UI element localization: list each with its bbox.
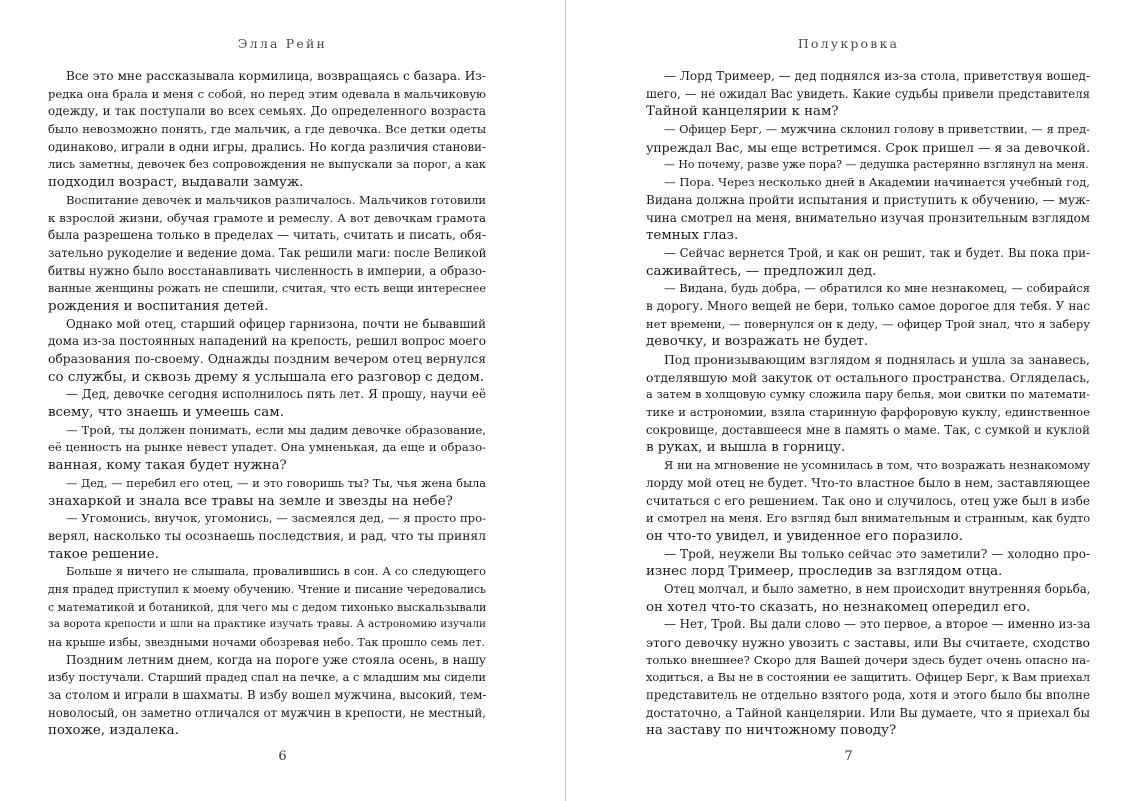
text-line: отделявшую мой закуток от остального пространства. Огляделась, xyxy=(646,369,1090,385)
text-line: Под пронизывающим взглядом я поднялась и ушла за занавесь, xyxy=(664,352,1090,367)
text-line: Поздним летним днем, когда на пороге уже стояла осень, в нашу xyxy=(66,652,486,667)
text-line: знахаркой и знала все травы на земле и звезды на небе? xyxy=(48,493,453,509)
text-line: а затем в холщовую сумку сложила пару белья, мои свитки по математи- xyxy=(646,388,1090,402)
text-line: — Но почему, разве уже пора? — дедушка растерянно взглянул на меня. xyxy=(664,158,1089,172)
text-line: Видана должна пройти испытания и приступить к обучению, — муж- xyxy=(646,192,1090,207)
text-line: — Дед, девочке сегодня исполнилось пять лет. Я прошу, научи её xyxy=(66,387,486,402)
text-line: редка она брала и меня с собой, но перед этим одевала в мальчиковую xyxy=(48,86,486,101)
text-line: — Нет, Трой. Вы дали слово — это первое, а второе — именно из-за xyxy=(664,617,1090,632)
text-line: рождения и воспитания детей. xyxy=(48,298,269,314)
text-line: всему, что знаешь и умеешь сам. xyxy=(48,405,284,421)
text-line: битвы нужно было восстанавливать численность в империи, а образо- xyxy=(48,263,486,278)
text-line: чина смотрел на меня, внимательно изучая пронзительным взглядом xyxy=(646,210,1090,225)
text-line: — Трой, ты должен понимать, если мы дадим девочке образование, xyxy=(66,422,486,437)
text-line: Воспитание девочек и мальчиков различалось. Мальчиков готовили xyxy=(66,192,486,207)
text-line: темных глаз. xyxy=(646,228,739,244)
text-line: — Угомонись, внучок, угомонись, — засмеялся дед, — я просто про- xyxy=(66,511,486,526)
text-line: зательно рукоделие и ведение дома. Так решили маги: после Великой xyxy=(48,245,486,260)
text-line: он что-то увидел, и увиденное его поразило. xyxy=(646,528,963,544)
text-line: ванные женщины рожать не спешили, считая, что есть вещи интереснее xyxy=(48,282,486,296)
text-line: избу постучали. Старший прадед спал на печке, а с младшим мы сидели xyxy=(48,671,486,685)
text-line: считаться с его решением. Так оно и случилось, отец уже был в избе xyxy=(646,493,1090,508)
text-line: лорду мой отец не будет. Что-то властное было в нем, заставляющее xyxy=(646,475,1090,490)
text-line: ходиться, а Вы не в состоянии ее защитить. Офицер Берг, к Вам приехал xyxy=(646,670,1090,685)
text-line: представитель не отдельно взятого рода, хотя и этого было бы вполне xyxy=(646,688,1090,703)
text-line: была разрешена только в пределах — читать, считать и писать, обя- xyxy=(48,228,486,243)
text-line: только внешнее? Скоро для Вашей дочери здесь будет очень опасно на- xyxy=(646,652,1090,667)
running-head-author: Элла Рейн xyxy=(237,36,328,51)
text-line: дня прадед приступил к моему обучению. Чтение и писание чередовались xyxy=(48,582,486,596)
text-line: её ценность на рынке невест упадет. Она умненькая, да еще и образо- xyxy=(48,440,486,455)
text-line: достаточно, а Тайной канцелярии. Или Вы думаете, что я приехал бы xyxy=(646,705,1090,720)
text-line: в руках, и вышла в горницу. xyxy=(646,440,846,456)
text-line: он хотел что-то сказать, но незнакомец опередил его. xyxy=(646,599,1031,615)
page-number: 7 xyxy=(844,749,853,764)
text-line: на крыше избы, звездными ночами обозревая небо. Так прошло семь лет. xyxy=(48,636,485,649)
text-line: Однако мой отец, старший офицер гарнизона, почти не бывавший xyxy=(66,316,486,331)
text-line: верял, насколько ты осознаешь последствия, и рад, что ты принял xyxy=(48,528,486,543)
text-line: было невозможно понять, где мальчик, а где девочка. Все детки одеты xyxy=(48,122,486,137)
text-line: образования по-своему. Однажды поздним вечером отец вернулся xyxy=(48,352,486,366)
text-line: Отец молчал, и было заметно, в нем происходит внутренняя борьба, xyxy=(664,581,1090,596)
text-line: шего, — не ожидал Вас увидеть. Какие судьбы привели представителя xyxy=(646,86,1090,101)
text-line: — Дед, — перебил его отец, — и это говоришь ты? Ты, чья жена была xyxy=(66,476,486,490)
text-line: Все это мне рассказывала кормилица, возвращаясь с базара. Из- xyxy=(66,69,486,83)
text-line: девочку, и возражать не будет. xyxy=(646,334,869,350)
text-line: этого девочку нужно увозить с заставы, или Вы считаете, сходство xyxy=(646,635,1090,650)
text-line: Больше я ничего не слышала, провалившись в сон. А со следующего xyxy=(66,564,486,579)
text-line: с математикой и ботаникой, для чего мы с дедом тихонько выскальзывали xyxy=(48,600,486,614)
text-line: новолосый, он заметно отличался от мужчин в крепости, не местный, xyxy=(48,705,486,720)
text-line: и смотрел на меня. Его взгляд был внимательным и странным, как будто xyxy=(646,512,1090,526)
text-line: похоже, издалека. xyxy=(48,723,179,739)
text-line: — Офицер Берг, — мужчина склонил голову в приветствии, — я пред- xyxy=(664,122,1090,137)
text-line: — Трой, неужели Вы только сейчас это заметили? — холодно про- xyxy=(664,546,1090,561)
text-line: лись заметны, девочек без сопровождения не выпускали за порог, а как xyxy=(48,158,486,172)
text-line: — Сейчас вернется Трой, и как он решит, так и будет. Вы пока при- xyxy=(664,245,1090,260)
text-line: к взрослой жизни, обучая грамоте и ремеслу. А вот девочкам грамота xyxy=(48,210,486,225)
text-line: одежду, и так поступали во всех семьях. До определенного возраста xyxy=(48,104,486,119)
left-page-text xyxy=(48,68,486,740)
right-page xyxy=(566,0,1131,801)
text-line: за ворота крепости и шли на практике изучать травы. А астрономию изучали xyxy=(48,618,486,631)
running-head-title: Полукровка xyxy=(797,36,900,51)
text-line: Тайной канцелярии к нам? xyxy=(646,104,839,120)
text-line: упреждал Вас, мы еще встретимся. Срок пришел — я за девочкой. xyxy=(646,139,1090,155)
text-line: в дорогу. Много вещей не бери, только самое дорогое для тебя. У нас xyxy=(646,298,1090,313)
text-line: — Пора. Через несколько дней в Академии начинается учебный год, xyxy=(664,175,1090,190)
left-page xyxy=(0,0,565,801)
text-line: подходил возраст, выдавали замуж. xyxy=(48,175,304,191)
text-line: — Лорд Тримеер, — дед поднялся из-за стола, приветствуя вошед- xyxy=(664,69,1090,83)
text-line: ванная, кому такая будет нужна? xyxy=(48,458,287,474)
page-number: 6 xyxy=(278,749,287,764)
text-line: на заставу по ничтожному поводу? xyxy=(646,723,897,739)
text-line: одинаково, играли в одни игры, дрались. Но когда различия станови- xyxy=(48,139,486,154)
text-line: саживайтесь, — предложил дед. xyxy=(646,263,877,279)
text-line: тике и астрономии, взяла старинную фарфоровую куклу, единственное xyxy=(646,405,1090,420)
text-line: изнес лорд Тримеер, проследив за взглядом отца. xyxy=(646,564,1003,580)
right-page-text xyxy=(646,68,1090,740)
text-line: сокровище, доставшееся мне в память о маме. Так, с сумкой и куклой xyxy=(646,422,1090,437)
text-line: — Видана, будь добра, — обратился ко мне незнакомец, — собирайся xyxy=(664,281,1090,296)
text-line: со службы, и сквозь дрему я услышала его разговор с дедом. xyxy=(48,369,484,385)
text-line: за столом и играли в шахматы. В избу вошел мужчина, высокий, тем- xyxy=(48,688,486,703)
text-line: Я ни на мгновение не усомнилась в том, что возражать незнакомому xyxy=(664,458,1090,473)
text-line: дома из-за постоянных нападений на крепость, решил вопрос моего xyxy=(48,334,486,349)
text-line: такое решение. xyxy=(48,546,159,562)
text-line: нет времени, — повернулся он к деду, — офицер Трой знал, что я заберу xyxy=(646,316,1090,331)
